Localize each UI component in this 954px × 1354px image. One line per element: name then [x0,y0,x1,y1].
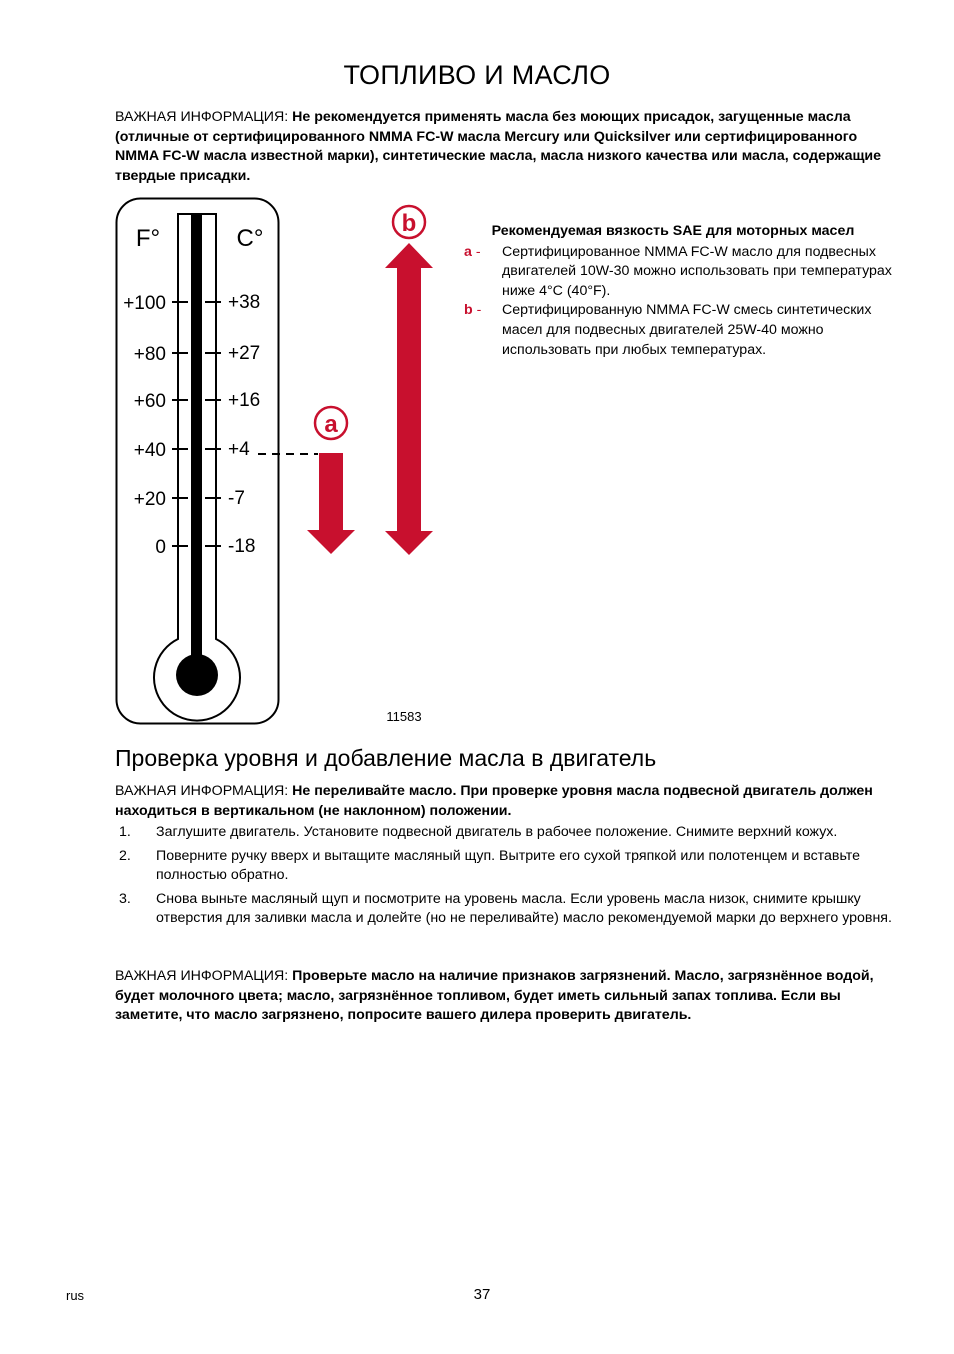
scale-c-label: -7 [228,488,245,509]
legend-key [464,301,481,321]
page-number: 37 [473,1286,491,1303]
important-note-lead: ВАЖНАЯ ИНФОРМАЦИЯ: [115,783,289,799]
scale-c-label: +16 [228,390,261,411]
scale-c-label: +27 [228,343,261,364]
step-number: 3. [119,890,131,907]
important-note-text: Не переливайте масло. При проверке уровня масла подвесной двигатель должен находиться в вертикальном (не наклонном) положении. [115,783,873,819]
section-title: Проверка уровня и добавление масла в двигатель [115,745,657,771]
fahrenheit-unit-label: F° [135,225,161,252]
legend-key-dash: - [471,243,481,260]
step-text: Поверните ручку вверх и вытащите масляный щуп. Вытрите его сухой тряпкой или полотенцем и вставьте полностью обратно. [156,847,860,883]
figure-number: 11583 [386,709,422,724]
steps-list [115,823,895,933]
thermometer-column [191,214,202,669]
step-number: 1. [119,824,131,840]
important-note-lead: ВАЖНАЯ ИНФОРМАЦИЯ: [115,109,289,125]
list-item [115,823,895,843]
step-text: Заглушите двигатель. Установите подвесной двигатель в рабочее положение. Снимите верхний кожух. [156,824,838,840]
legend-item-b [464,301,894,360]
footer-language: rus [66,1288,85,1303]
step-text: Снова выньте масляный щуп и посмотрите на уровень масла. Если уровень масла низок, снимите крышку отверстия для заливки масла и долейте (но не переливайте) масло рекомендуемой марки до верхнего уровня. [156,890,892,926]
scale-c-label: -18 [228,536,256,557]
legend-item-text: Сертифицированное NMMA FC-W масло для подвесных двигателей 10W-30 можно использовать при температурах ниже 4°C (40°F). [502,243,892,299]
scale-f-label: 0 [155,537,166,558]
step-number: 2. [119,847,131,864]
important-note-lead: ВАЖНАЯ ИНФОРМАЦИЯ: [115,968,289,984]
important-note-2 [115,782,895,821]
arrow-b-icon [385,243,433,555]
scale-c-label: +38 [228,292,261,313]
scale-f-label: +60 [133,391,166,412]
important-note-text: Не рекомендуется применять масла без моющих присадок, загущенные масла (отличные от сертифицированного NMMA FC-W масла Mercury или Quicksilver или сертифицированного NMMA FC-W масла известной марки), синтетические масла, масла низкого качества или масла, содержащие твердые присадки. [115,109,882,184]
legend-item-text: Сертифицированную NMMA FC-W смесь синтетических масел для подвесных двигателей 25W-40 можно использовать при любых температурах. [502,302,872,358]
important-note-3 [115,967,895,1026]
callout-a-label: a [324,411,338,438]
celsius-unit-label: C° [236,225,264,252]
legend-title: Рекомендуемая вязкость SAE для моторных масел [491,223,855,239]
list-item [115,890,895,929]
legend-key-letter: b [464,302,473,319]
page-title: ТОПЛИВО И МАСЛО [343,60,611,90]
thermometer-bulb [176,654,218,696]
scale-f-label: +80 [133,344,166,365]
scale-f-label: +20 [133,489,166,510]
legend-key-letter: a [464,243,472,260]
legend-key [464,243,481,263]
arrow-a-icon [307,453,355,554]
list-item [115,847,895,886]
viscosity-legend [464,222,894,360]
legend-key-dash: - [472,302,482,319]
scale-f-label: +40 [133,440,166,461]
legend-item-a [464,243,894,302]
scale-f-label: +100 [123,293,166,314]
important-note-text: Проверьте масло на наличие признаков загрязнений. Масло, загрязнённое водой, будет молочного цвета; масло, загрязнённое топливом, будет иметь сильный запах топлива. Если вы заметите, что масло загрязнено, попросите вашего дилера проверить двигатель. [115,968,874,1023]
scale-c-label: +4 [228,439,250,460]
callout-b-label: b [401,210,417,237]
